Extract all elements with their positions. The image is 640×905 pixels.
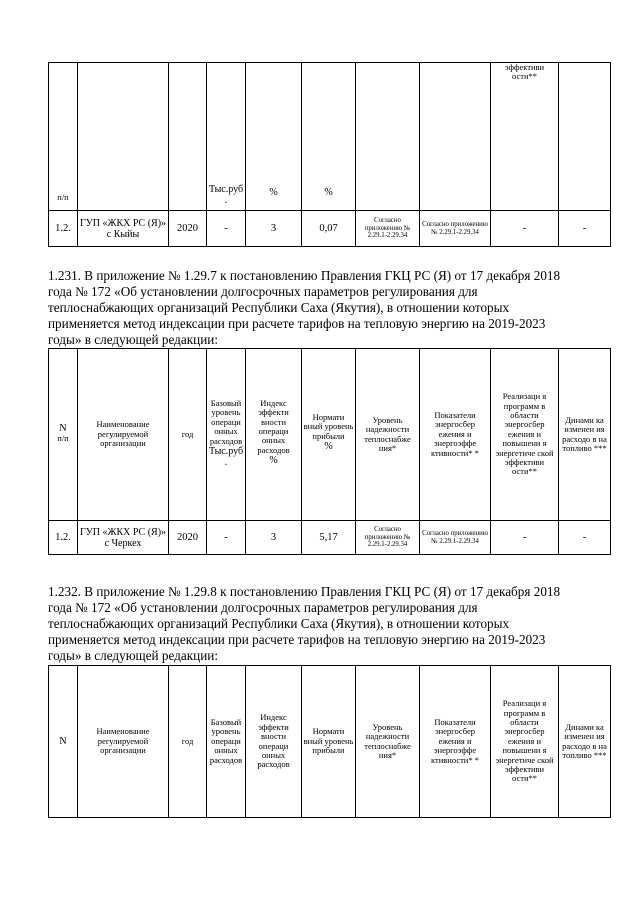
row-norm: 5,17	[302, 521, 356, 555]
unit-dot: .	[224, 195, 228, 206]
row-programs: -	[491, 211, 559, 247]
col-org-header: Наименование регулируемой организации	[78, 349, 169, 521]
col-index-header	[246, 349, 302, 521]
unit-percent: %	[324, 187, 333, 198]
col-number-header	[49, 63, 78, 211]
col-index-header	[246, 63, 302, 211]
col-fuel-header: Динами ка изменен ия расходо в на топливо ***	[559, 666, 611, 818]
paragraph-line: теплоснабжающих организаций Республики Саха (Якутия), в отношении которых	[48, 616, 510, 631]
unit-percent: %	[324, 441, 333, 453]
unit-dot: .	[224, 456, 228, 468]
unit-percent: %	[269, 455, 278, 467]
col-norm-header	[302, 349, 356, 521]
col-year-header: год	[169, 349, 207, 521]
row-org: ГУП «ЖКХ РС (Я)» с Черкех	[78, 521, 169, 555]
table-3-header-row	[49, 666, 611, 818]
paragraph-line: 1.232. В приложение № 1.29.8 к постановлению Правления ГКЦ РС (Я) от 17 декабря 2018	[48, 584, 561, 599]
col-reliability-header	[356, 63, 420, 211]
col-index-header: Индекс эффекти вности операци онных расходов	[246, 666, 302, 818]
row-index: 3	[246, 521, 302, 555]
col-programs-label-tail: эффективи ости**	[504, 62, 545, 82]
row-year: 2020	[169, 211, 207, 247]
col-energy-header: Показатели энергосбер ежения и энергоэффе ктивности* *	[420, 349, 491, 521]
row-org: ГУП «ЖКХ РС (Я)» с Кыйы	[78, 211, 169, 247]
paragraph-line: применяется метод индексации при расчете тарифов на тепловую энергию на 2019-2023	[48, 316, 546, 331]
unit-thousand-rub: Тыс.руб	[208, 445, 244, 457]
col-base-header	[207, 63, 246, 211]
row-energy: Согласно приложению № 2.29.1-2.29.34	[420, 211, 491, 247]
table-2	[48, 348, 611, 555]
table-3	[48, 665, 611, 818]
col-base-header	[207, 349, 246, 521]
col-fuel-header	[559, 63, 611, 211]
paragraph-line: годы» в следующей редакции:	[48, 648, 218, 663]
col-number-header	[49, 349, 78, 521]
table-1	[48, 62, 611, 247]
table-1-header-row	[49, 63, 611, 211]
paragraph-line: применяется метод индексации при расчете тарифов на тепловую энергию на 2019-2023	[48, 632, 546, 647]
paragraph-line: года № 172 «Об установлении долгосрочных параметров регулирования для	[48, 600, 478, 615]
row-year: 2020	[169, 521, 207, 555]
col-energy-header	[420, 63, 491, 211]
paragraph-1-231	[48, 268, 618, 348]
unit-percent: %	[269, 187, 278, 198]
col-org-header	[78, 63, 169, 211]
row-number: 1.2.	[49, 211, 78, 247]
row-number: 1.2.	[49, 521, 78, 555]
table-2-header-row	[49, 349, 611, 521]
col-pp-label: п/п	[57, 433, 69, 444]
unit-thousand-rub: Тыс.руб	[208, 184, 244, 195]
col-norm-label: Нормати вный уровень прибыли	[303, 411, 354, 441]
row-base: -	[207, 521, 246, 555]
row-fuel: -	[559, 521, 611, 555]
row-energy: Согласно приложению № 2.29.1-2.29.34	[420, 521, 491, 555]
paragraph-line: годы» в следующей редакции:	[48, 332, 218, 347]
col-org-header: Наименование регулируемой организации	[78, 666, 169, 818]
col-base-header: Базовый уровень операци онных расходов	[207, 666, 246, 818]
paragraph-1-232	[48, 584, 618, 664]
col-reliability-header: Уровень надежности теплоснабже ния*	[356, 666, 420, 818]
col-base-label: Базовый уровень операци онных расходов	[209, 398, 243, 446]
paragraph-line: года № 172 «Об установлении долгосрочных параметров регулирования для	[48, 284, 478, 299]
col-programs-header: Реализаци я программ в области энергосбер ежения и повышени я энергетиче ской эффективи ости**	[491, 349, 559, 521]
row-fuel: -	[559, 211, 611, 247]
col-fuel-header: Динами ка изменен ия расходо в на топливо ***	[559, 349, 611, 521]
table-row	[49, 521, 611, 555]
col-year-header: год	[169, 666, 207, 818]
paragraph-line: 1.231. В приложение № 1.29.7 к постановлению Правления ГКЦ РС (Я) от 17 декабря 2018	[48, 268, 561, 283]
col-number-label: п/п	[57, 191, 69, 202]
col-energy-header: Показатели энергосбер ежения и энергоэффе ктивности* *	[420, 666, 491, 818]
paragraph-line: теплоснабжающих организаций Республики Саха (Якутия), в отношении которых	[48, 300, 510, 315]
table-row	[49, 211, 611, 247]
col-norm-header: Нормати вный уровень прибыли	[302, 666, 356, 818]
col-norm-header	[302, 63, 356, 211]
row-norm: 0,07	[302, 211, 356, 247]
col-year-header	[169, 63, 207, 211]
row-reliability: Согласно приложению № 2.29.1-2.29.34	[356, 211, 420, 247]
row-base: -	[207, 211, 246, 247]
row-reliability: Согласно приложению № 2.29.1-2.29.34	[356, 521, 420, 555]
row-index: 3	[246, 211, 302, 247]
col-index-label: Индекс эффекти вности операци онных расходов	[257, 397, 290, 455]
col-reliability-header: Уровень надежности теплоснабже ния*	[356, 349, 420, 521]
col-number-header: N	[49, 666, 78, 818]
col-n-label: N	[59, 423, 67, 435]
row-programs: -	[491, 521, 559, 555]
col-programs-header	[491, 63, 559, 211]
col-programs-header: Реализаци я программ в области энергосбер ежения и повышени я энергетиче ской эффективи ости**	[491, 666, 559, 818]
